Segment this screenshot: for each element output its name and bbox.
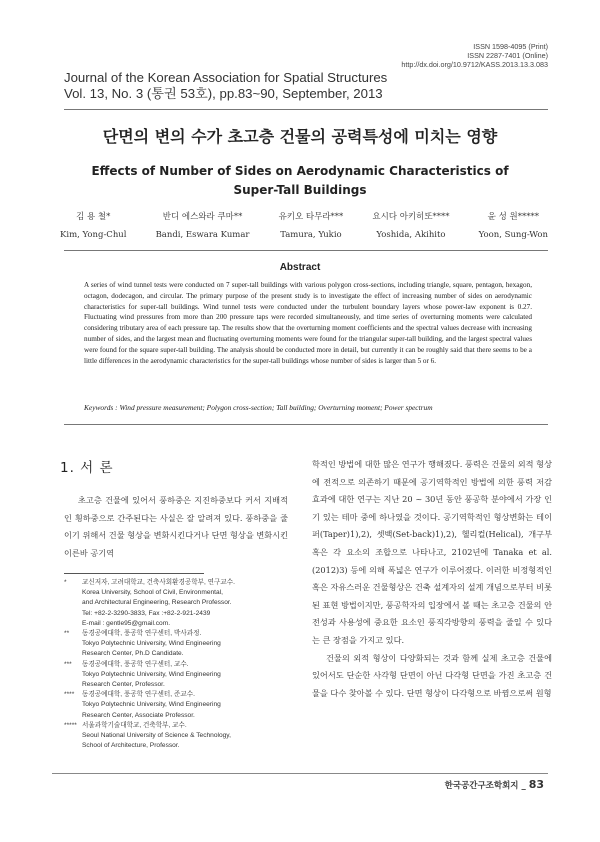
footnote-mark: **** bbox=[64, 691, 75, 699]
author bbox=[372, 208, 449, 244]
footnote-line: Tokyo Polytechnic University, Wind Engineering bbox=[82, 640, 221, 648]
author-name-ko: 반디 에스와라 쿠마** bbox=[162, 212, 243, 222]
author-list bbox=[60, 208, 548, 244]
footnote bbox=[64, 660, 288, 670]
footnote-line: Seoul National University of Science & Technology, bbox=[82, 732, 231, 740]
title-english-line1: Effects of Number of Sides on Aerodynamic Characteristics of bbox=[91, 164, 509, 178]
footnote-line: Tokyo Polytechnic University, Wind Engineering bbox=[82, 670, 221, 678]
footnote-line: 동경공예대학, 풍공학 연구센터, 교수. bbox=[82, 660, 189, 668]
author-name-en: Yoon, Sung-Won bbox=[478, 230, 548, 240]
journal-volume: Vol. 13, No. 3 (통권 53호), pp.83~90, September, 2013 bbox=[64, 86, 383, 101]
section-heading: 1. 서 론 bbox=[60, 460, 114, 476]
footnote-mark: ***** bbox=[64, 721, 77, 729]
abstract-text: A series of wind tunnel tests were conducted on 7 super-tall buildings with various polygon cross-sections, including triangle, square, pentagon, hexagon, octagon, dodecagon, and circular. The primary purpose of the present study is to investigate the effect of increasing number of sides on aerodynamic characteristics for super-tall buildings. Wind tunnel tests were conducted under the turbulent boundary layers whose power-law exponent is 0.27. Fluctuating wind pressures from more than 200 pressure taps were recorded simultaneously, and time series of overturning moments were calculated considering tributary area of each pressure tap. The results show that the overturning moment coefficients and the spectral values decrease with increasing number of sides, and the largest mean and fluctuating overturning moments were found for the triangular super-tall building, and the largest spectral values were found for the square super-tall building. The analysis should be conducted more in detail, but currently it can be roughly said that there seems to be a little differences in the aerodynamic characteristics for the super-tall buildings whose number of sides is larger than 5 or 6. bbox=[84, 281, 532, 365]
author bbox=[156, 208, 250, 244]
footnote-line: School of Architecture, Professor. bbox=[82, 742, 180, 750]
footnote bbox=[64, 721, 288, 731]
footnote-line: Korea University, School of Civil, Environmental, bbox=[82, 589, 223, 597]
footnote bbox=[64, 578, 288, 588]
footer-separator: _ bbox=[521, 781, 526, 791]
footnotes bbox=[64, 578, 288, 751]
footnote bbox=[64, 629, 288, 639]
author-name-ko: 유키오 타무라*** bbox=[278, 212, 344, 222]
body-column-right bbox=[312, 456, 552, 702]
footnote-line: 동경공예대학, 풍공학 연구센터, 박사과정. bbox=[82, 630, 202, 638]
footnote-line: Research Center, Associate Professor. bbox=[82, 711, 195, 719]
footnote-line: 교신저자, 고려대학교, 건축사회환경공학부, 연구교수. bbox=[82, 579, 235, 586]
issn-block bbox=[401, 42, 548, 69]
footnote-mark: *** bbox=[64, 660, 72, 668]
footnote-line: 동경공예대학, 풍공학 연구센터, 준교수. bbox=[82, 691, 195, 699]
body-paragraph: 초고층 건물에 있어서 풍하중은 지진하중보다 커서 지배적인 횡하중으로 간주된다는 사실은 잘 알려져 있다. 풍하중을 줄이기 위해서 건물 형상을 변화시킨다거나 단면 형상을 변화시킨 이른바 공기역 bbox=[64, 495, 288, 558]
author bbox=[60, 208, 126, 244]
footnote-mark: ** bbox=[64, 630, 70, 638]
footer-journal-name: 한국공간구조학회지 bbox=[444, 781, 519, 791]
author-name-en: Yoshida, Akihito bbox=[376, 230, 446, 240]
author bbox=[479, 208, 548, 244]
page-footer bbox=[445, 778, 544, 791]
header-divider bbox=[64, 109, 548, 110]
footnote-line: 서울과학기술대학교, 건축학부, 교수. bbox=[82, 721, 187, 729]
title-korean: 단면의 변의 수가 초고층 건물의 공력특성에 미치는 영향 bbox=[102, 127, 498, 146]
footnote-line: Research Center, Ph.D Candidate. bbox=[82, 650, 184, 658]
body-paragraph: 건물의 외적 형상이 다양화되는 것과 함께 실제 초고층 건물에 있어서도 단순한 사각형 단면이 아닌 다각형 단면을 가진 초고층 건물을 다수 찾아볼 수 있다. 단면 형상이 다각형으로 바뀜으로써 원형 bbox=[312, 652, 552, 698]
issn-print: ISSN 1598-4095 (Print) bbox=[473, 42, 548, 51]
author-name-ko: 윤 성 원***** bbox=[487, 212, 539, 222]
keywords: Keywords : Wind pressure measurement; Polygon cross-section; Tall building; Overturning moment; Power spectrum bbox=[84, 403, 433, 412]
title-english bbox=[0, 162, 600, 200]
author bbox=[279, 208, 344, 244]
page-number: 83 bbox=[528, 778, 544, 791]
issn-online: ISSN 2287-7401 (Online) bbox=[467, 51, 548, 60]
abstract-heading: Abstract bbox=[279, 262, 321, 273]
body-paragraph: 학적인 방법에 대한 많은 연구가 행해졌다. 풍력은 건물의 외적 형상에 전적으로 의존하기 때문에 공기역학적인 방법에 의한 풍력 저감 효과에 대한 연구는 지난 20 ~ 30년 동안 풍공학 분야에서 가장 인기 있는 테마 중에 하나였을 것이다. 공기역학적인 형상변화는 테이퍼(Taper)1),2), 셋백(Set-back)1),2), 헬리컬(Helical), 개구부 혹은 각 요소의 조합으로 나타나고, 2102년에 Tanaka et al. (2012)3) 등에 의해 폭넓은 연구가 이루어졌다. 이러한 비정형적인 혹은 자유스러운 건물형상은 건축 설계자의 설계 개념으로부터 비롯된 표현 방법이지만, 풍공학자의 입장에서 볼 때는 초고층 건물의 안전성과 사용성에 중요한 요소인 풍직각방향의 풍력을 줄일 수 있다는 큰 장점을 가지고 있다. bbox=[312, 459, 552, 645]
footnote-email[interactable]: E-mail : gentle95@gmail.com. bbox=[82, 619, 171, 627]
title-english-line2: Super-Tall Buildings bbox=[233, 183, 367, 197]
footnote bbox=[64, 690, 288, 700]
abstract-divider bbox=[64, 424, 548, 425]
author-name-ko: 요시다 아키히또**** bbox=[372, 212, 450, 222]
journal-name: Journal of the Korean Association for Spatial Structures bbox=[64, 70, 388, 85]
footnote-mark: * bbox=[64, 579, 67, 586]
footnote-line: and Architectural Engineering, Research Professor. bbox=[82, 599, 232, 607]
footnote-rule bbox=[64, 573, 204, 574]
authors-divider bbox=[64, 250, 548, 251]
author-name-ko: 김 용 철* bbox=[76, 212, 111, 222]
author-name-en: Kim, Yong-Chul bbox=[60, 230, 127, 240]
author-name-en: Tamura, Yukio bbox=[280, 230, 342, 240]
journal-header bbox=[64, 70, 387, 102]
doi-link[interactable]: http://dx.doi.org/10.9712/KASS.2013.13.3.083 bbox=[401, 60, 548, 69]
footnote-line: Tokyo Polytechnic University, Wind Engineering bbox=[82, 701, 221, 709]
footnote-line: Tel: +82-2-3290-3833, Fax :+82-2-921-2439 bbox=[82, 609, 211, 617]
body-column-left bbox=[60, 456, 288, 562]
footnote-line: Research Center, Professor. bbox=[82, 681, 165, 689]
author-name-en: Bandi, Eswara Kumar bbox=[155, 230, 250, 240]
footer-rule bbox=[52, 773, 548, 774]
